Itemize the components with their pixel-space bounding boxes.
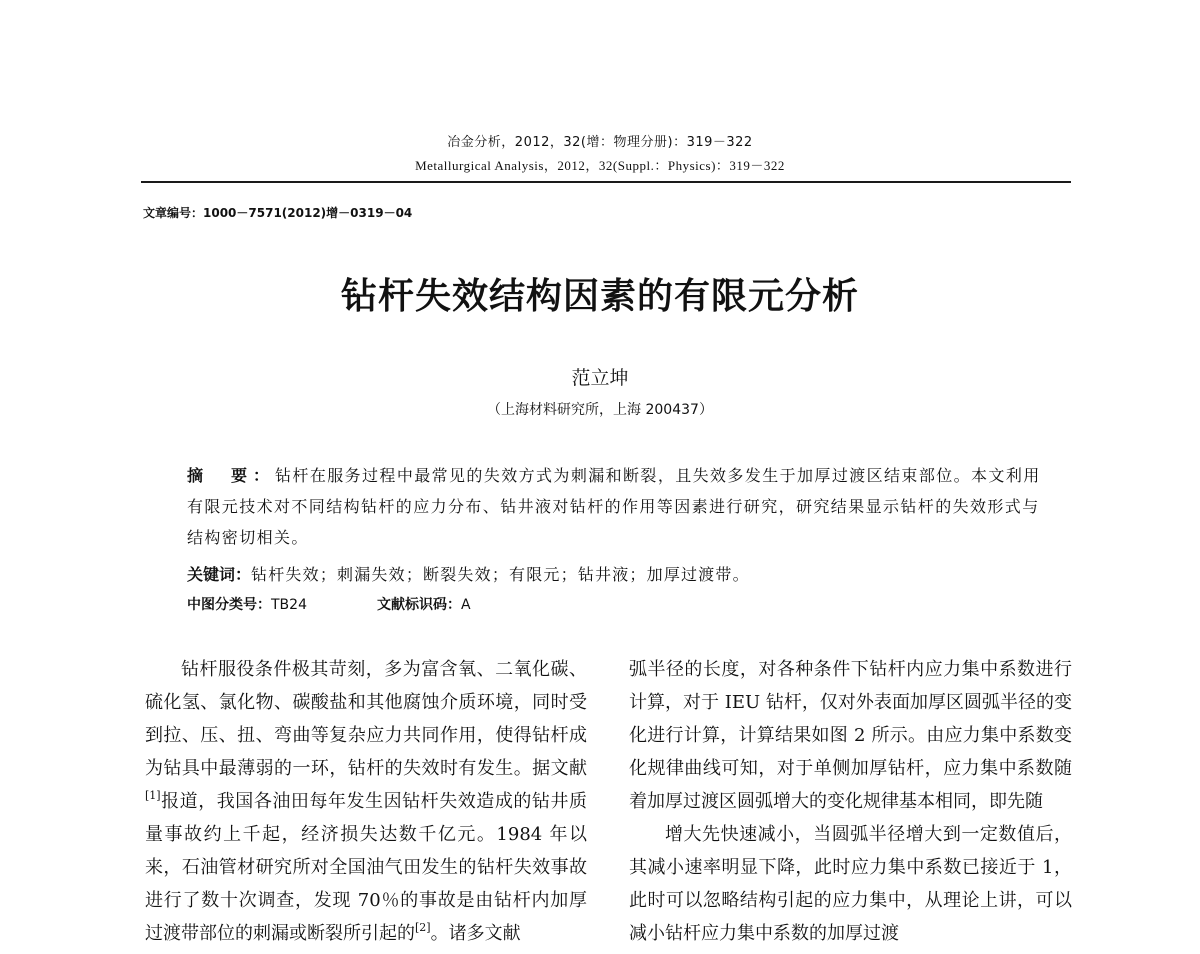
citation-ref: [2]: [415, 921, 431, 934]
author-affiliation: （上海材料研究所，上海 200437）: [487, 402, 713, 418]
doc-code-value: A: [460, 597, 471, 613]
abstract-text: 钻杆在服务过程中最常见的失效方式为刺漏和断裂，且失效多发生于加厚过渡区结束部位。本文利用有限元技术对不同结构钻杆的应力分布、钻井液对钻杆的作用等因素进行研究，研究结果显示钻杆的失效形式与结构密切相关。: [187, 466, 1041, 547]
journal-citation-en: Metallurgical Analysis，2012，32(Suppl.：Physics)：319－322: [415, 158, 785, 173]
doc-code-label: 文献标识码：: [376, 597, 461, 613]
author-name: 范立坤: [571, 367, 629, 389]
body-paragraph: 增大先快速减小，当圆弧半径增大到一定数值后，其减小速率明显下降，此时应力集中系数已接近于 1，此时可以忽略结构引起的应力集中，从理论上讲，可以减小钻杆应力集中系数的加厚过渡: [629, 824, 1072, 944]
body-text: 。诸多文献: [430, 923, 521, 944]
body-paragraph: [145, 653, 587, 950]
journal-citation-cn: 冶金分析，2012，32(增：物理分册)：319－322: [447, 135, 753, 150]
keywords-label: 关键词：: [187, 565, 252, 584]
citation-ref: [1]: [145, 789, 161, 802]
clc-value: TB24: [271, 597, 307, 613]
article-number: 文章编号：1000－7571(2012)增－0319－04: [143, 206, 413, 220]
keywords-text: 钻杆失效；刺漏失效；断裂失效；有限元；钻井液；加厚过渡带。: [251, 565, 750, 584]
abstract-label: 摘 要：: [187, 466, 276, 485]
keywords: [187, 562, 750, 585]
body-text: 报道，我国各油田每年发生因钻杆失效造成的钻井质量事故约上千起，经济损失达数千亿元。1984 年以来，石油管材研究所对全国油气田发生的钻杆失效事故进行了数十次调查，发现 70％的事故是由钻杆内加厚过渡带部位的刺漏或断裂所引起的: [145, 791, 587, 944]
classification-line: [187, 594, 471, 614]
clc-label: 中图分类号：: [187, 597, 271, 613]
body-column-left: [145, 653, 587, 950]
paper-title: 钻杆失效结构因素的有限元分析: [340, 276, 859, 317]
header-rule: [141, 181, 1071, 183]
body-text: 钻杆服役条件极其苛刻，多为富含氧、二氧化碳、硫化氢、氯化物、碳酸盐和其他腐蚀介质环境，同时受到拉、压、扭、弯曲等复杂应力共同作用，使得钻杆成为钻具中最薄弱的一环，钻杆的失效时有发生。据文献: [145, 659, 587, 779]
body-column-right: [629, 653, 1072, 950]
body-paragraph: 弧半径的长度，对各种条件下钻杆内应力集中系数进行计算，对于 IEU 钻杆，仅对外表面加厚区圆弧半径的变化进行计算，计算结果如图 2 所示。由应力集中系数变化规律曲线可知，对于单侧加厚钻杆，应力集中系数随着加厚过渡区圆弧增大的变化规律基本相同，即先随: [629, 659, 1072, 812]
abstract: [187, 460, 1047, 553]
